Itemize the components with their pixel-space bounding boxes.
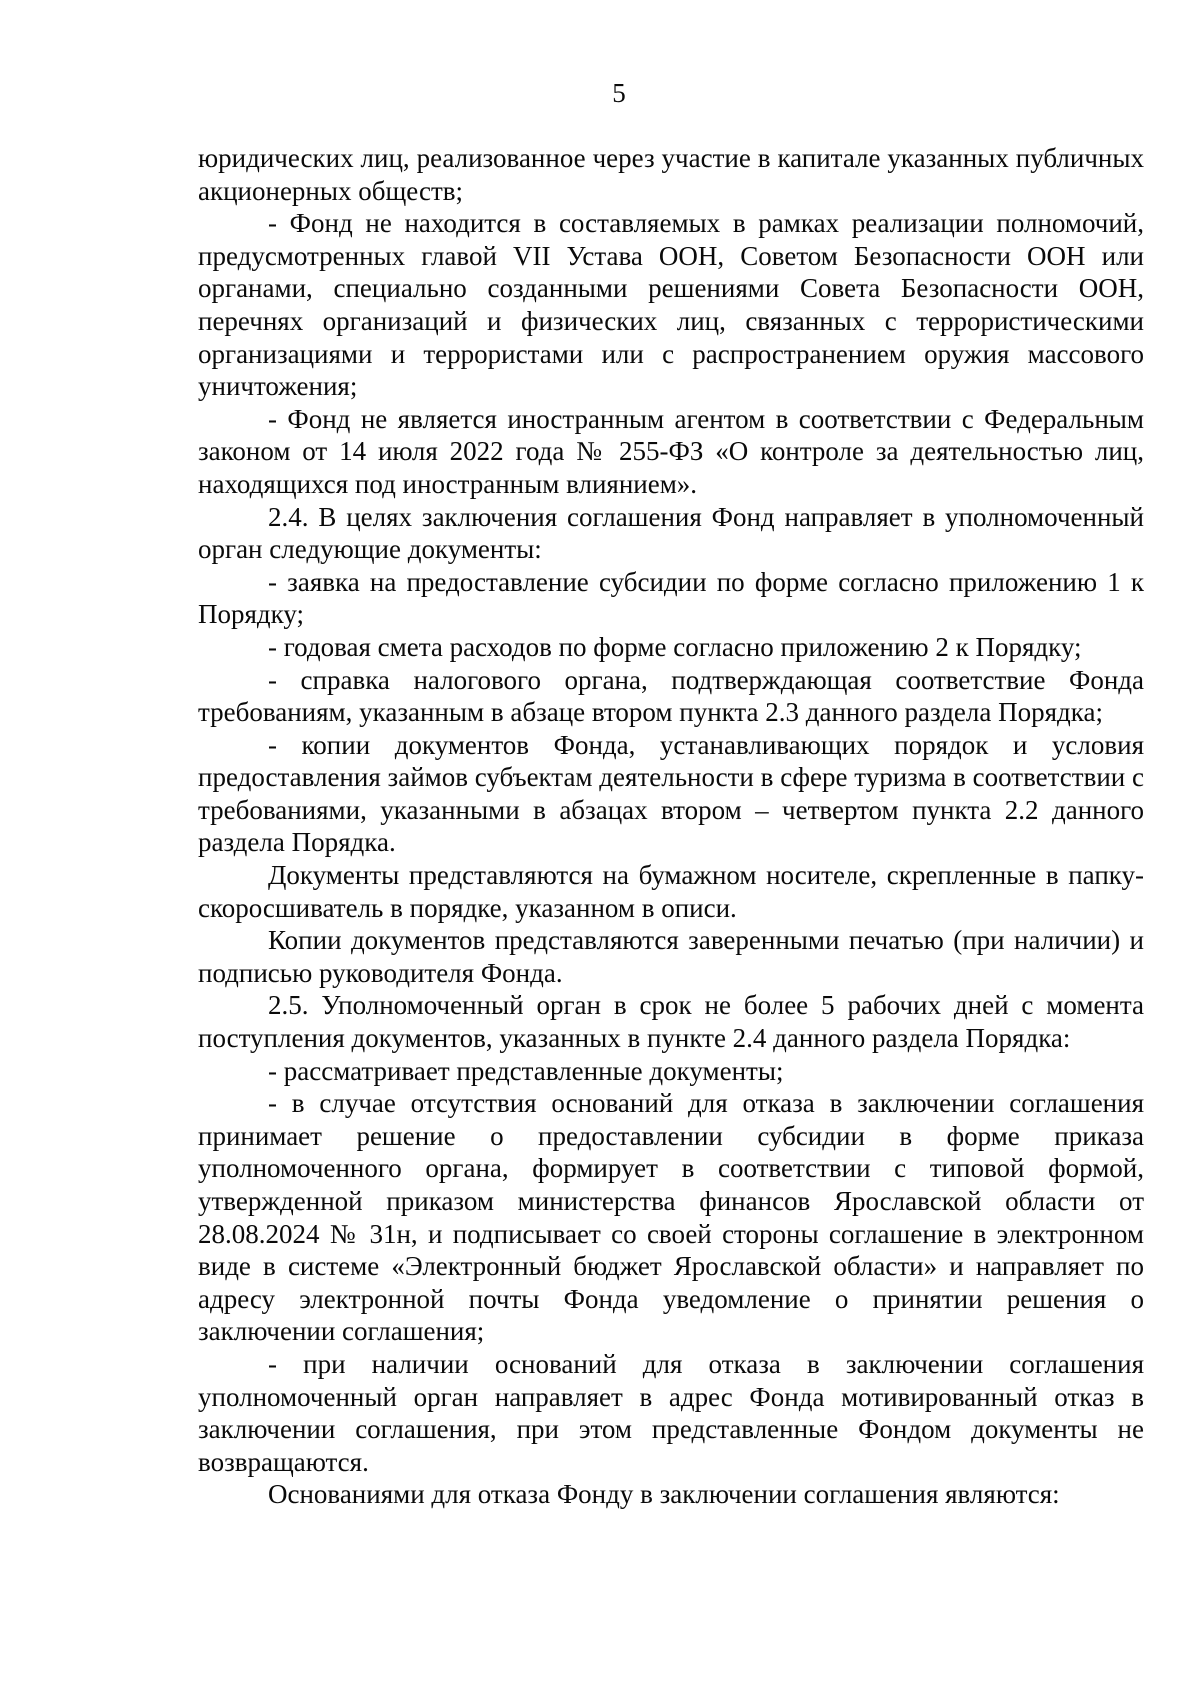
- paragraph-refusal-grounds: Основаниями для отказа Фонду в заключении соглашения являются:: [268, 1479, 1060, 1510]
- paragraph-un-sanctions: - Фонд не находится в составляемых в рамках реализации полномочий, предусмотренных главой VII Устава ООН, Советом Безопасности ООН или органами, специально созданными решениями Совета Безопасности ООН, перечнях организаций и физических лиц, связанных с террористическими организациями и террористами или с распространением оружия массового уничтожения;: [198, 208, 1144, 402]
- paragraph-review: - рассматривает представленные документы;: [268, 1055, 784, 1086]
- paragraph-2-5: 2.5. Уполномоченный орган в срок не более 5 рабочих дней с момента поступления документов, указанных в пункте 2.4 данного раздела Порядка:: [198, 990, 1144, 1054]
- paragraph-document-copies: - копии документов Фонда, устанавливающих порядок и условия предоставления займов субъектам деятельности в сфере туризма в соответствии с требованиями, указанными в абзацах втором – четвертом пункта 2.2 данного раздела Порядка.: [198, 729, 1144, 858]
- paragraph-budget-estimate: - годовая смета расходов по форме согласно приложению 2 к Порядку;: [268, 631, 1082, 662]
- paragraph-refusal: - при наличии оснований для отказа в заключении соглашения уполномоченный орган направляет в адрес Фонда мотивированный отказ в заключении соглашения, при этом представленные Фондом документы не возвращаются.: [198, 1348, 1144, 1477]
- paragraph-tax-certificate: - справка налогового органа, подтверждающая соответствие Фонда требованиям, указанным в абзаце втором пункта 2.3 данного раздела Порядка;: [198, 664, 1144, 728]
- document-body: [198, 142, 1144, 1511]
- paragraph-decision: - в случае отсутствия оснований для отказа в заключении соглашения принимает решение о предоставлении субсидии в форме приказа уполномоченного органа, формирует в соответствии с типовой формой, утвержденной приказом министерства финансов Ярославской области от 28.08.2024 № 31н, и подписывает со своей стороны соглашение в электронном виде в системе «Электронный бюджет Ярославской области» и направляет по адресу электронной почты Фонда уведомление о принятии решения о заключении соглашения;: [198, 1088, 1144, 1347]
- paragraph-paper-format: Документы представляются на бумажном носителе, скрепленные в папку-скоросшиватель в порядке, указанном в описи.: [198, 860, 1144, 923]
- paragraph-application: - заявка на предоставление субсидии по форме согласно приложению 1 к Порядку;: [198, 566, 1144, 630]
- paragraph-foreign-agent: - Фонд не является иностранным агентом в соответствии с Федеральным законом от 14 июля 2022 года № 255-ФЗ «О контроле за деятельностью лиц, находящихся под иностранным влиянием».: [198, 403, 1144, 499]
- page-number: 5: [612, 78, 626, 108]
- paragraph-2-4: 2.4. В целях заключения соглашения Фонд направляет в уполномоченный орган следующие документы:: [198, 501, 1144, 565]
- paragraph-certified-copies: Копии документов представляются заверенными печатью (при наличии) и подписью руководителя Фонда.: [198, 925, 1144, 988]
- paragraph-continuation: юридических лиц, реализованное через участие в капитале указанных публичных акционерных обществ;: [198, 143, 1144, 206]
